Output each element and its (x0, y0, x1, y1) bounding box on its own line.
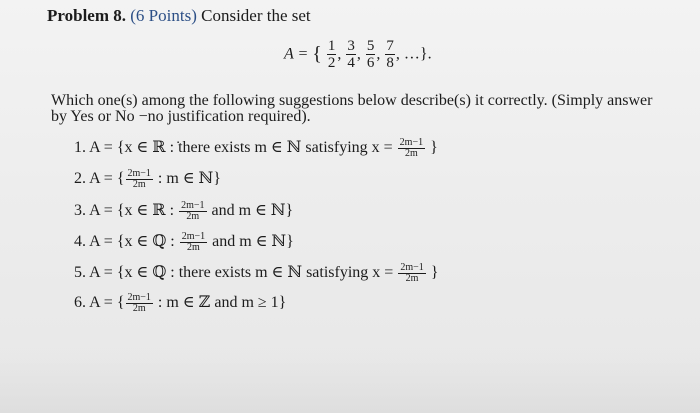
set-fraction-denominator: 6 (366, 55, 375, 71)
fraction-denominator: 2m (132, 178, 146, 190)
option-text: A = { (89, 294, 125, 311)
option-text: A = { (89, 170, 125, 187)
option-4 (74, 231, 294, 253)
fraction-numerator: 2m−1 (127, 167, 151, 179)
fraction-numerator: 2m−1 (127, 291, 151, 303)
set-fraction-denominator: 8 (386, 55, 394, 71)
option-text: A = {x ∈ ℚ : (89, 233, 175, 250)
set-fraction-numerator: 1 (327, 38, 336, 54)
option-text-end: and m ∈ ℕ} (212, 233, 294, 250)
option-fraction (179, 201, 206, 222)
set-fraction-numerator: 3 (347, 38, 355, 54)
fraction-denominator: 2m (404, 147, 418, 159)
set-tail: …}. (403, 45, 432, 63)
question-line-1: Which one(s) among the following suggestions below describe(s) it correctly. (Simply answer (51, 92, 653, 109)
set-fraction-denominator: 2 (327, 55, 336, 71)
option-fraction (126, 169, 153, 190)
option-number: 4. (74, 233, 86, 250)
question-line-2: by Yes or No −no justification required). (51, 108, 311, 125)
option-6 (74, 292, 286, 314)
problem-points: (6 Points) (130, 6, 197, 25)
page-shadow (0, 353, 700, 413)
option-text-end: and m ∈ ℕ} (211, 202, 294, 219)
option-2 (74, 168, 221, 190)
set-open-brace: { (312, 43, 322, 65)
option-1 (74, 137, 438, 159)
option-fraction (126, 293, 153, 314)
fraction-numerator: 2m−1 (399, 136, 424, 148)
set-fraction-numerator: 7 (386, 38, 394, 54)
set-lhs: A = (284, 45, 309, 63)
fraction-denominator: 2m (132, 302, 146, 314)
option-fraction (180, 232, 207, 253)
fraction-numerator: 2m−1 (181, 199, 205, 211)
set-fraction (385, 38, 395, 71)
option-text-end: } (430, 264, 439, 281)
set-fraction-denominator: 4 (347, 55, 355, 71)
option-text-end: : m ∈ ℕ} (157, 170, 221, 187)
option-5 (74, 262, 438, 284)
option-fraction (398, 263, 425, 284)
set-fraction (327, 38, 337, 71)
option-text-end: : m ∈ ℤ and m ≥ 1} (157, 294, 287, 311)
option-text: A = {x ∈ ℝ : (89, 202, 175, 219)
option-text-end: } (430, 139, 438, 156)
fraction-numerator: 2m−1 (181, 230, 206, 242)
problem-intro: Consider the set (201, 6, 311, 25)
option-fraction (398, 138, 425, 159)
fraction-denominator: 2m (187, 241, 200, 253)
option-number: 3. (74, 202, 86, 219)
fraction-denominator: 2m (405, 272, 419, 284)
set-fraction-numerator: 5 (366, 38, 375, 54)
option-3 (74, 200, 293, 222)
option-number: 6. (74, 294, 86, 311)
fraction-denominator: 2m (186, 210, 200, 222)
option-text: A = {x ∈ ℚ : there exists m ∈ ℕ satisfying x = (89, 264, 394, 281)
set-definition: A = { $\frac{1}{2}$ , $\frac{3}{4}$ , $\frac{5}{6}$ , $\frac{7}{8}$ , …}. (284, 38, 432, 71)
problem-header (47, 6, 311, 26)
option-number: 1. (74, 139, 86, 156)
option-number: 2. (74, 170, 86, 187)
set-fraction (366, 38, 376, 71)
set-fraction (346, 38, 356, 71)
option-number: 5. (74, 264, 86, 281)
fraction-numerator: 2m−1 (400, 261, 424, 273)
problem-label: Problem 8. (47, 6, 127, 25)
option-text: A = {x ∈ ℝ : ̇there exists m ∈ ℕ satisfying x = (89, 139, 393, 156)
